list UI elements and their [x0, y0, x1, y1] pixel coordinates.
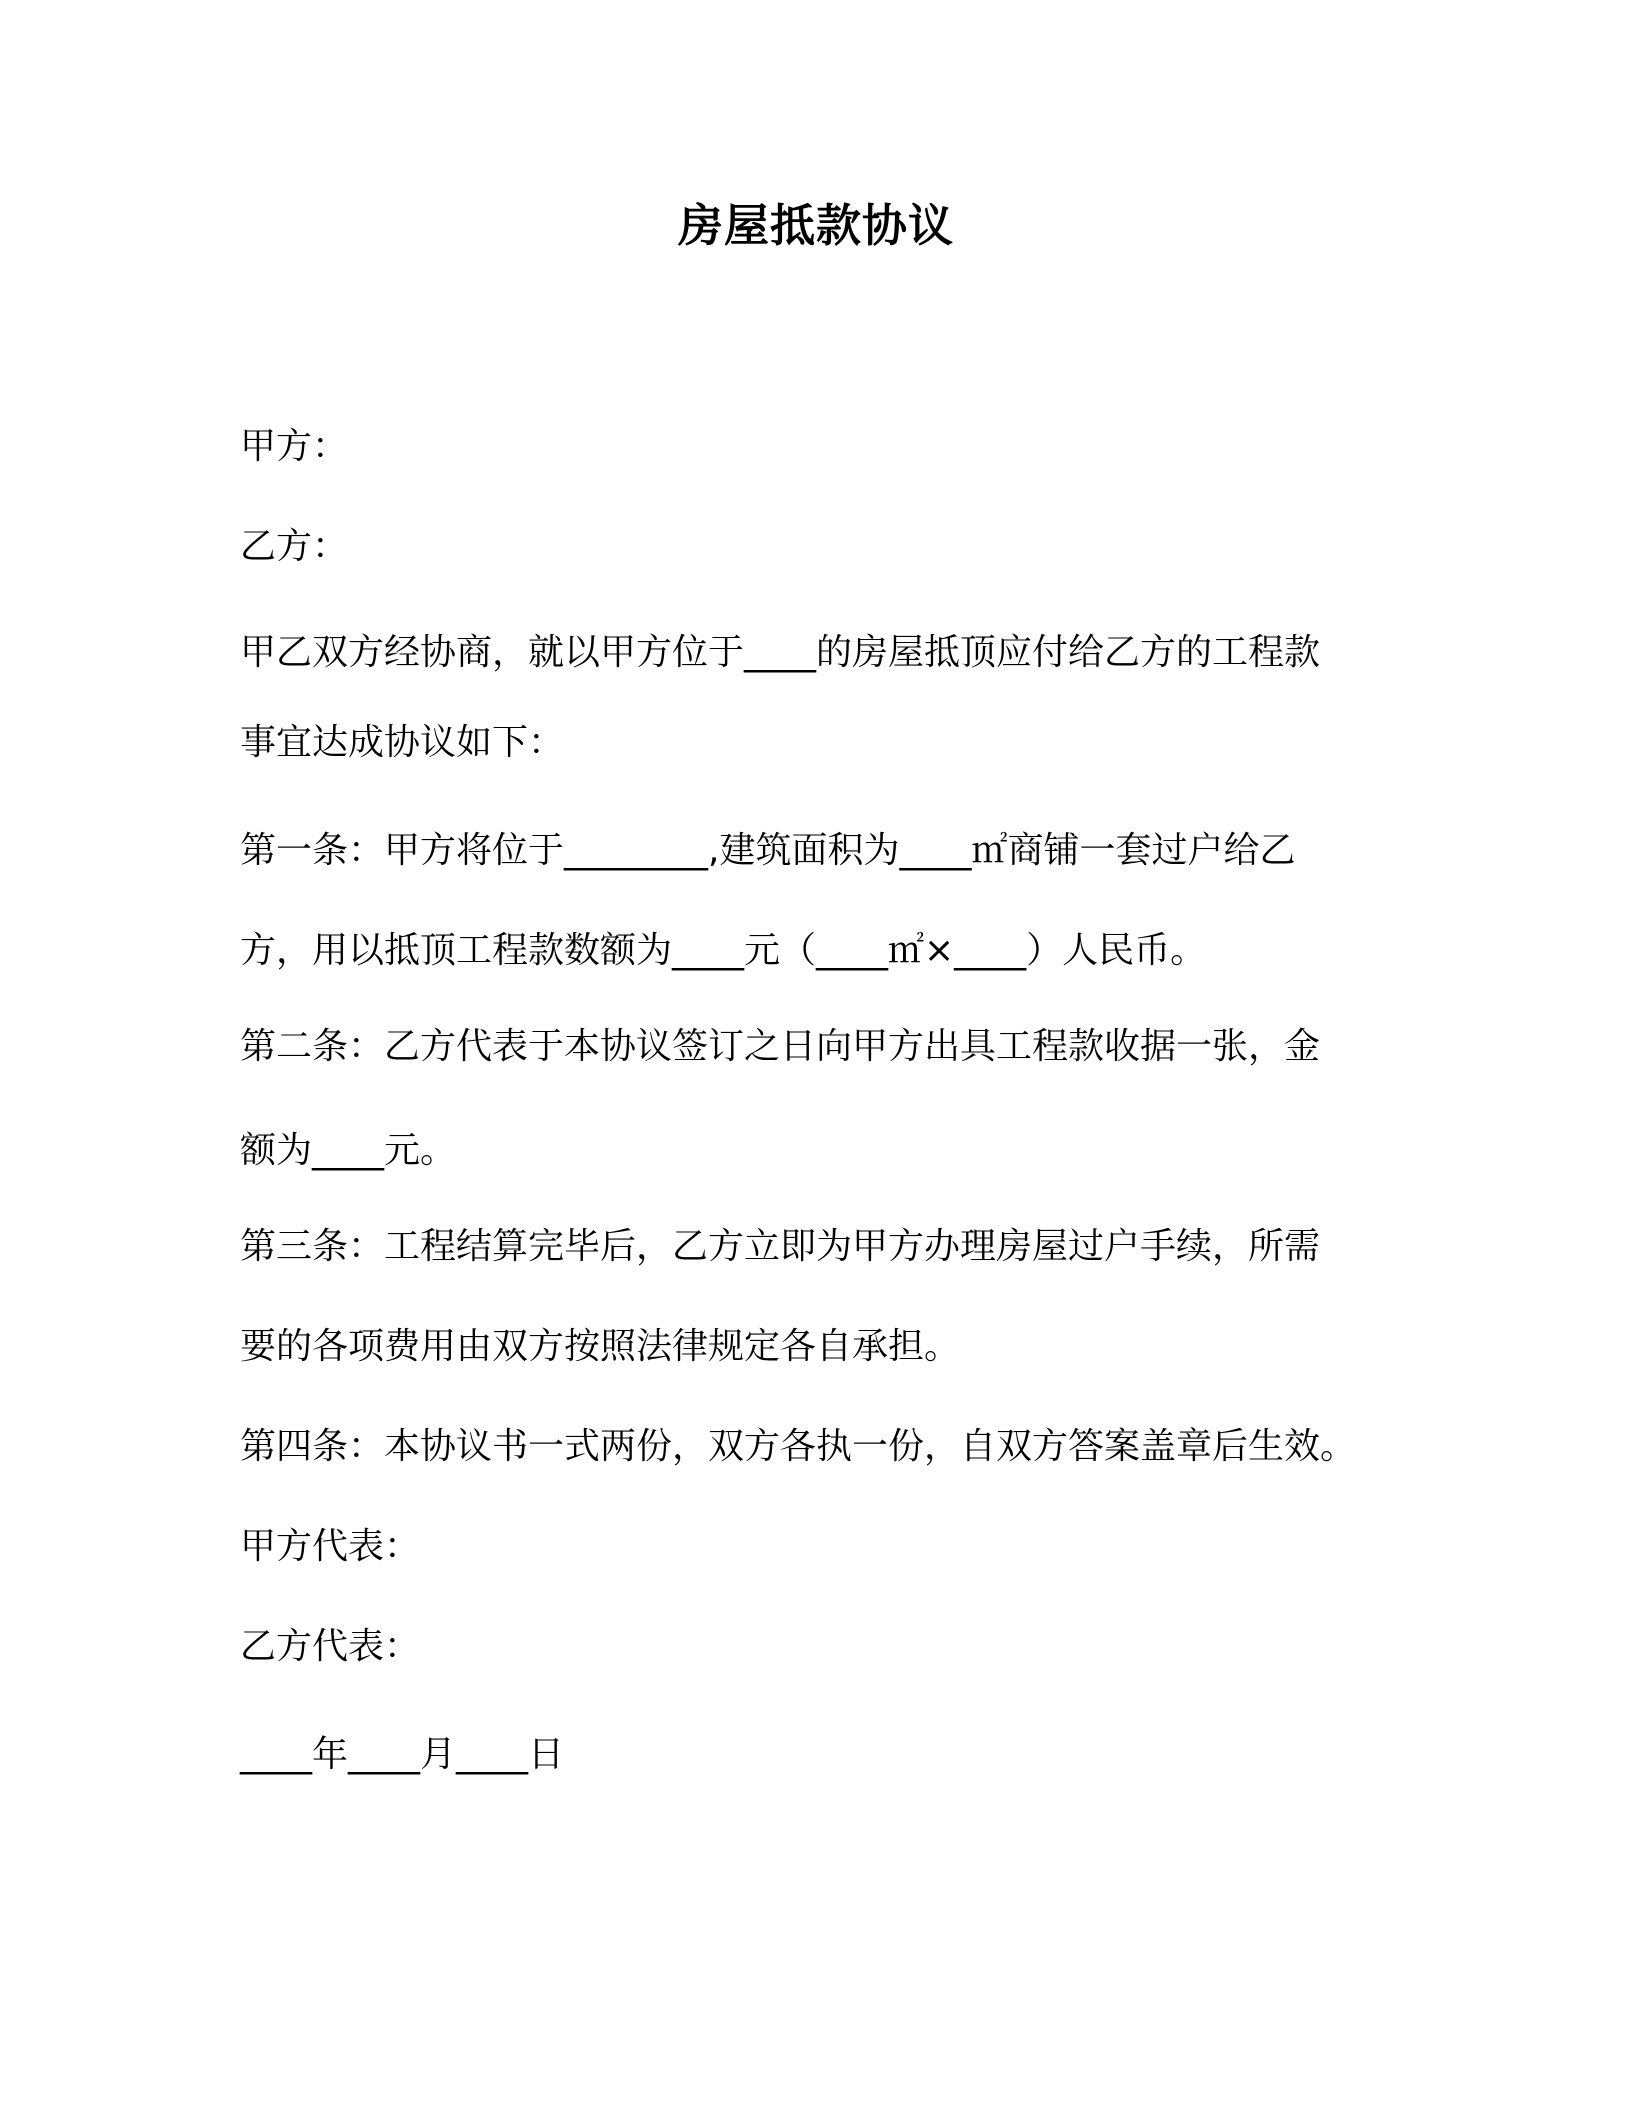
article-1-line-2: 方，用以抵顶工程款数额为____元（____㎡×____）人民币。 [240, 930, 1207, 971]
party-b-label: 乙方： [240, 526, 349, 567]
party-b-representative: 乙方代表： [240, 1626, 421, 1667]
document-title: 房屋抵款协议 [677, 199, 954, 252]
signing-date: ____年____月____日 [240, 1734, 565, 1775]
article-4-line: 第四条：本协议书一式两份，双方各执一份，自双方答案盖章后生效。 [240, 1426, 1357, 1467]
article-3-line-2: 要的各项费用由双方按照法律规定各自承担。 [240, 1326, 961, 1367]
party-a-label: 甲方： [240, 426, 349, 467]
article-2-line-1: 第二条：乙方代表于本协议签订之日向甲方出具工程款收据一张，金 [240, 1026, 1321, 1067]
article-2-line-2: 额为____元。 [240, 1130, 457, 1171]
preamble-line-2: 事宜达成协议如下： [240, 722, 565, 763]
article-3-line-1: 第三条：工程结算完毕后，乙方立即为甲方办理房屋过户手续，所需 [240, 1226, 1321, 1267]
party-a-representative: 甲方代表： [240, 1526, 421, 1567]
preamble-line-1: 甲乙双方经协商，就以甲方位于____的房屋抵顶应付给乙方的工程款 [240, 632, 1321, 673]
article-1-line-1: 第一条：甲方将位于________,建筑面积为____㎡商铺一套过户给乙 [240, 830, 1296, 871]
